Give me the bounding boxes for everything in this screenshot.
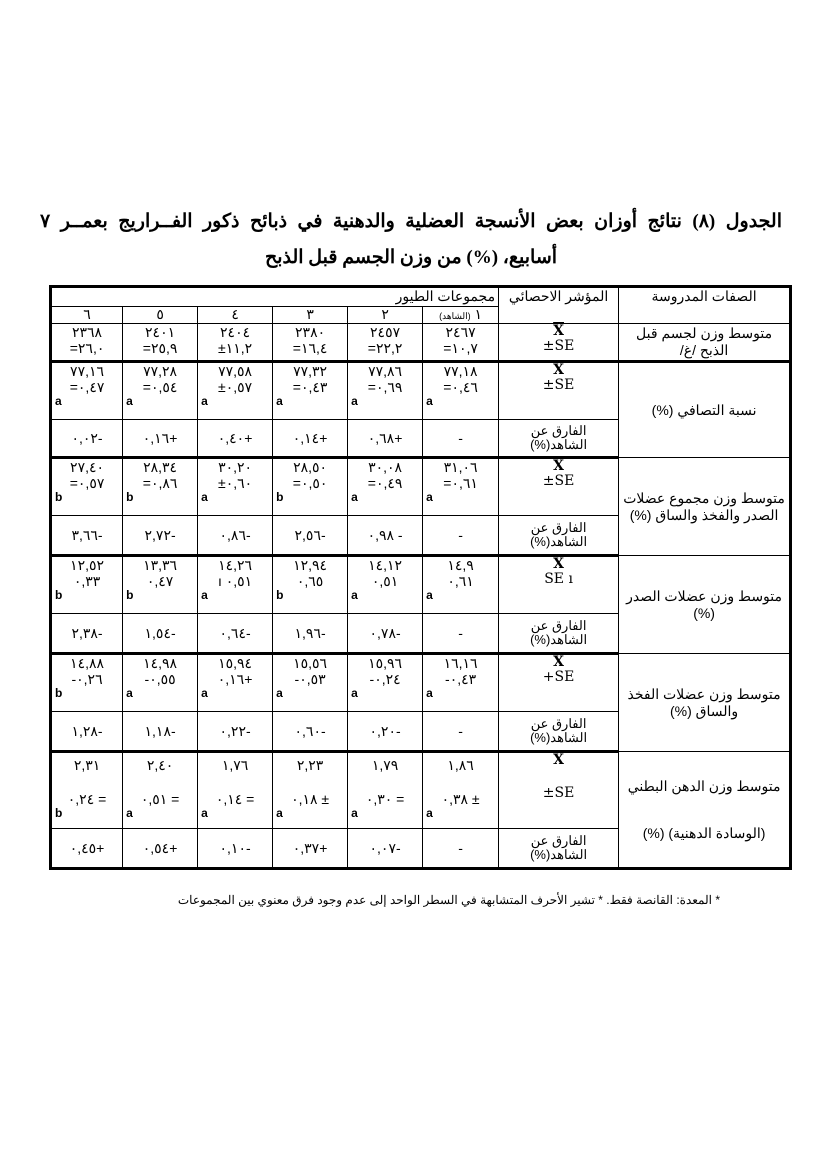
group-2-header: ٢: [348, 307, 423, 324]
mean-value: ١,٧٦: [221, 757, 249, 773]
stats-row: [51, 324, 791, 362]
se-value: ٠,٤٧=: [69, 379, 105, 395]
significance-letter: a: [201, 686, 208, 700]
mean-value: ٣٠,٠٨: [368, 459, 403, 475]
value-cell: [423, 752, 499, 829]
mean-value: ٢٤٠٤: [220, 324, 251, 340]
diff-value: -٠,٧٨: [348, 614, 423, 654]
significance-letter: a: [126, 394, 133, 408]
mean-value: ١٥,٩٤: [218, 655, 253, 671]
value-cell: [273, 458, 348, 516]
significance-letter: a: [201, 394, 208, 408]
value-cell: [423, 324, 499, 362]
header-parameter: المؤشر الاحصائي: [499, 287, 619, 324]
diff-value: -٠,٢٠: [348, 712, 423, 752]
diff-value: -: [423, 516, 499, 556]
value-cell: [348, 654, 423, 712]
se-value: ٠,٢٤-: [369, 671, 401, 687]
significance-letter: a: [351, 806, 358, 820]
group-4-header: ٤: [198, 307, 273, 324]
significance-letter: b: [276, 490, 284, 504]
se-value: ± ٠,١٨: [291, 791, 330, 807]
se-value: ١١,٢±: [218, 340, 253, 356]
se-value: ٠,٥٠=: [292, 475, 328, 491]
group-6-header: ٦: [51, 307, 123, 324]
value-cell: [51, 654, 123, 712]
mean-label: X: [553, 654, 565, 670]
group-5-header: ٥: [123, 307, 198, 324]
diff-value: -٣,٦٦: [51, 516, 123, 556]
diff-value: -٠,٠٧: [348, 829, 423, 869]
mean-value: ٢,٤٠: [146, 757, 174, 773]
se-label: SE+: [542, 669, 575, 685]
se-value: +٠,١٦: [217, 671, 253, 687]
header-groups: مجموعات الطيور: [51, 287, 499, 307]
stat-labels: [499, 458, 619, 516]
value-cell: [51, 324, 123, 362]
mean-label: X: [553, 323, 565, 339]
value-cell: [273, 362, 348, 420]
mean-value: ٢٤٠١: [145, 324, 176, 340]
stat-labels: [499, 362, 619, 420]
diff-value: - ٠,٩٨: [348, 516, 423, 556]
mean-value: ٢٣٦٨: [72, 324, 103, 340]
significance-letter: a: [426, 588, 433, 602]
stats-row: [51, 458, 791, 516]
diff-label: الفارق عن الشاهد(%): [499, 516, 619, 556]
group-1-header: ١ (الشاهد): [423, 307, 499, 324]
mean-value: ٢٣٨٠: [295, 324, 326, 340]
mean-value: ١٤,١٢: [368, 557, 403, 573]
mean-value: ١٢,٩٤: [293, 557, 328, 573]
se-value: = ٠,٣٠: [365, 791, 405, 807]
trait-label-extra: (الوسادة الدهنية) (%): [642, 824, 766, 841]
stats-row: [51, 556, 791, 614]
value-cell: [423, 556, 499, 614]
trait-label: متوسط وزن الدهن البطني: [627, 777, 781, 794]
trait-label: نسبة التصافي (%): [651, 401, 757, 418]
stats-row: [51, 654, 791, 712]
diff-value: -: [423, 829, 499, 869]
se-value: ± ٠,٣٨: [441, 791, 480, 807]
diff-value: -١,٥٤: [123, 614, 198, 654]
stat-labels: [499, 324, 619, 362]
se-label: SE±: [542, 338, 575, 354]
value-cell: [198, 458, 273, 516]
trait-label: متوسط وزن عضلات الصدر (%): [626, 587, 783, 621]
significance-letter: a: [55, 394, 62, 408]
diff-label: الفارق عن الشاهد(%): [499, 712, 619, 752]
se-value: ٠,٢٦-: [71, 671, 103, 687]
mean-value: ٢٧,٤٠: [70, 459, 105, 475]
mean-value: ١٦,١٦: [443, 655, 478, 671]
diff-value: -٠,٠٢: [51, 420, 123, 458]
mean-value: ٧٧,٢٨: [143, 363, 178, 379]
significance-letter: b: [126, 490, 134, 504]
se-value: ١٦,٤=: [292, 340, 328, 356]
se-value: ٠,٦٠±: [218, 475, 253, 491]
value-cell: [273, 654, 348, 712]
diff-value: +٠,٦٨: [348, 420, 423, 458]
trait-label: متوسط وزن لجسم قبل الذبح /غ/: [636, 325, 773, 358]
se-value: ٠,٦٥: [296, 573, 324, 589]
se-value: ٠,٤٣-: [445, 671, 477, 687]
se-value: = ٠,١٤: [215, 791, 255, 807]
se-label: SE±: [542, 785, 575, 801]
significance-letter: a: [276, 806, 283, 820]
mean-value: ٢٤٦٧: [445, 324, 476, 340]
trait-name: [619, 362, 791, 458]
mean-label: X: [553, 362, 565, 378]
value-cell: [123, 362, 198, 420]
mean-value: ١٥,٥٦: [293, 655, 328, 671]
mean-value: ٧٧,١٨: [443, 363, 478, 379]
trait-name: [619, 324, 791, 362]
mean-value: ٣٠,٢٠: [218, 459, 253, 475]
trait-name: [619, 654, 791, 752]
value-cell: [273, 752, 348, 829]
diff-value: -٠,٦٠: [273, 712, 348, 752]
significance-letter: a: [351, 490, 358, 504]
se-value: ٠,٥١ ı: [217, 573, 253, 589]
value-cell: [198, 324, 273, 362]
diff-value: -٢,٥٦: [273, 516, 348, 556]
se-value: ٠,٥٧=: [69, 475, 105, 491]
value-cell: [198, 752, 273, 829]
diff-value: -١,١٨: [123, 712, 198, 752]
value-cell: [273, 556, 348, 614]
significance-letter: a: [351, 686, 358, 700]
mean-value: ١,٧٩: [371, 757, 399, 773]
diff-value: +٠,١٤: [273, 420, 348, 458]
mean-value: ١,٨٦: [447, 757, 474, 773]
mean-value: ١٢,٥٢: [70, 557, 105, 573]
value-cell: [348, 324, 423, 362]
significance-letter: a: [426, 806, 433, 820]
significance-letter: a: [276, 686, 283, 700]
footnote: * المعدة: القانصة فقط. * تشير الأحرف المتشابهة في السطر الواحد إلى عدم وجود فرق معنوي بين المجموعات: [177, 893, 720, 907]
value-cell: [51, 458, 123, 516]
value-cell: [123, 752, 198, 829]
mean-value: ٣١,٠٦: [443, 459, 478, 475]
diff-value: +٠,٣٧: [273, 829, 348, 869]
trait-name: [619, 752, 791, 869]
se-value: ٠,٤٩=: [367, 475, 403, 491]
diff-value: -: [423, 614, 499, 654]
se-value: ٠,٤٣=: [292, 379, 328, 395]
diff-label: الفارق عن الشاهد(%): [499, 829, 619, 869]
diff-label: الفارق عن الشاهد(%): [499, 614, 619, 654]
se-value: ٠,٥٤=: [142, 379, 178, 395]
se-label: SE ı: [544, 571, 573, 587]
se-label: SE±: [542, 377, 575, 393]
value-cell: [51, 362, 123, 420]
stats-row: [51, 752, 791, 829]
se-value: ٢٥,٩=: [142, 340, 178, 356]
significance-letter: a: [126, 686, 133, 700]
mean-label: X: [553, 458, 565, 474]
trait-name: [619, 458, 791, 556]
se-value: ٠,٤٦=: [443, 379, 478, 395]
significance-letter: a: [201, 490, 208, 504]
mean-value: ١٤,٩٨: [143, 655, 178, 671]
stat-labels: [499, 752, 619, 829]
value-cell: [273, 324, 348, 362]
mean-value: ١٣,٣٦: [143, 557, 178, 573]
value-cell: [51, 752, 123, 829]
mean-value: ٧٧,٨٦: [368, 363, 403, 379]
se-value: ٢٦,٠=: [69, 340, 105, 356]
mean-value: ٧٧,١٦: [70, 363, 105, 379]
diff-value: +٠,٤٥: [51, 829, 123, 869]
value-cell: [123, 556, 198, 614]
significance-letter: a: [126, 806, 133, 820]
mean-value: ١٤,٨٨: [70, 655, 105, 671]
significance-letter: a: [351, 588, 358, 602]
mean-value: ٧٧,٣٢: [293, 363, 328, 379]
significance-letter: a: [201, 806, 208, 820]
diff-value: -٢,٧٢: [123, 516, 198, 556]
significance-letter: b: [55, 490, 63, 504]
significance-letter: b: [55, 686, 63, 700]
stat-labels: [499, 654, 619, 712]
se-value: ٠,٤٧: [146, 573, 174, 589]
diff-value: -١,٢٨: [51, 712, 123, 752]
trait-label: متوسط وزن مجموع عضلات الصدر والفخذ والساق (%): [623, 489, 785, 523]
se-value: ٠,٦١=: [443, 475, 478, 491]
value-cell: [348, 752, 423, 829]
mean-label: X: [553, 556, 565, 572]
se-value: ١٠,٧=: [443, 340, 478, 356]
value-cell: [198, 556, 273, 614]
se-value: = ٠,٥١: [140, 791, 180, 807]
significance-letter: b: [55, 806, 63, 820]
diff-value: -: [423, 712, 499, 752]
mean-value: ٢,٣١: [73, 757, 101, 773]
diff-value: -٠,٢٢: [198, 712, 273, 752]
trait-label: متوسط وزن عضلات الفخذ والساق (%): [627, 685, 781, 719]
significance-letter: a: [426, 490, 433, 504]
se-value: ٠,٦١: [447, 573, 474, 589]
diff-value: -٠,٨٦: [198, 516, 273, 556]
se-value: ٠,٥٧±: [218, 379, 253, 395]
value-cell: [198, 362, 273, 420]
stat-labels: [499, 556, 619, 614]
caption-line-1: الجدول (٨) نتائج أوزان بعض الأنسجة العضلية والدهنية في ذبائح ذكور الفــراريج بعمــر ٧: [40, 211, 782, 232]
se-value: ٠,٦٩=: [367, 379, 403, 395]
significance-letter: a: [201, 588, 208, 602]
diff-value: +٠,١٦: [123, 420, 198, 458]
mean-value: ٢٤٥٧: [370, 324, 401, 340]
value-cell: [423, 362, 499, 420]
diff-value: +٠,٥٤: [123, 829, 198, 869]
significance-letter: b: [276, 588, 284, 602]
value-cell: [198, 654, 273, 712]
caption-line-2: أسابيع، (%) من وزن الجسم قبل الذبح: [264, 247, 558, 268]
diff-value: -٠,١٠: [198, 829, 273, 869]
se-value: = ٠,٢٤: [67, 791, 107, 807]
significance-letter: a: [426, 394, 433, 408]
mean-value: ١٥,٩٦: [368, 655, 403, 671]
mean-value: ٧٧,٥٨: [218, 363, 253, 379]
diff-value: -٠,٦٤: [198, 614, 273, 654]
significance-letter: a: [276, 394, 283, 408]
table-caption: [40, 204, 782, 276]
value-cell: [423, 654, 499, 712]
se-value: ٠,٨٦=: [142, 475, 178, 491]
diff-value: -٢,٣٨: [51, 614, 123, 654]
header-traits: الصفات المدروسة: [619, 287, 791, 324]
mean-label: X: [553, 752, 565, 768]
diff-value: -١,٩٦: [273, 614, 348, 654]
se-value: ٢٢,٢=: [367, 340, 403, 356]
mean-value: ١٤,٢٦: [218, 557, 253, 573]
value-cell: [423, 458, 499, 516]
mean-value: ٢,٢٣: [296, 757, 324, 773]
significance-letter: a: [351, 394, 358, 408]
value-cell: [348, 556, 423, 614]
value-cell: [348, 458, 423, 516]
se-value: ٠,٥١: [371, 573, 399, 589]
diff-value: -: [423, 420, 499, 458]
stats-row: [51, 362, 791, 420]
diff-value: +٠,٤٠: [198, 420, 273, 458]
value-cell: [123, 324, 198, 362]
se-value: ٠,٥٥-: [144, 671, 176, 687]
value-cell: [123, 654, 198, 712]
se-value: ٠,٥٣-: [294, 671, 326, 687]
mean-value: ١٤,٩: [447, 557, 474, 573]
trait-name: [619, 556, 791, 654]
se-value: ٠,٣٣: [73, 573, 101, 589]
mean-value: ٢٨,٣٤: [143, 459, 178, 475]
results-table: [49, 285, 792, 870]
diff-label: الفارق عن الشاهد(%): [499, 420, 619, 458]
group-3-header: ٣: [273, 307, 348, 324]
value-cell: [348, 362, 423, 420]
significance-letter: a: [426, 686, 433, 700]
significance-letter: b: [126, 588, 134, 602]
value-cell: [123, 458, 198, 516]
se-label: SE±: [542, 473, 575, 489]
mean-value: ٢٨,٥٠: [293, 459, 328, 475]
significance-letter: b: [55, 588, 63, 602]
value-cell: [51, 556, 123, 614]
